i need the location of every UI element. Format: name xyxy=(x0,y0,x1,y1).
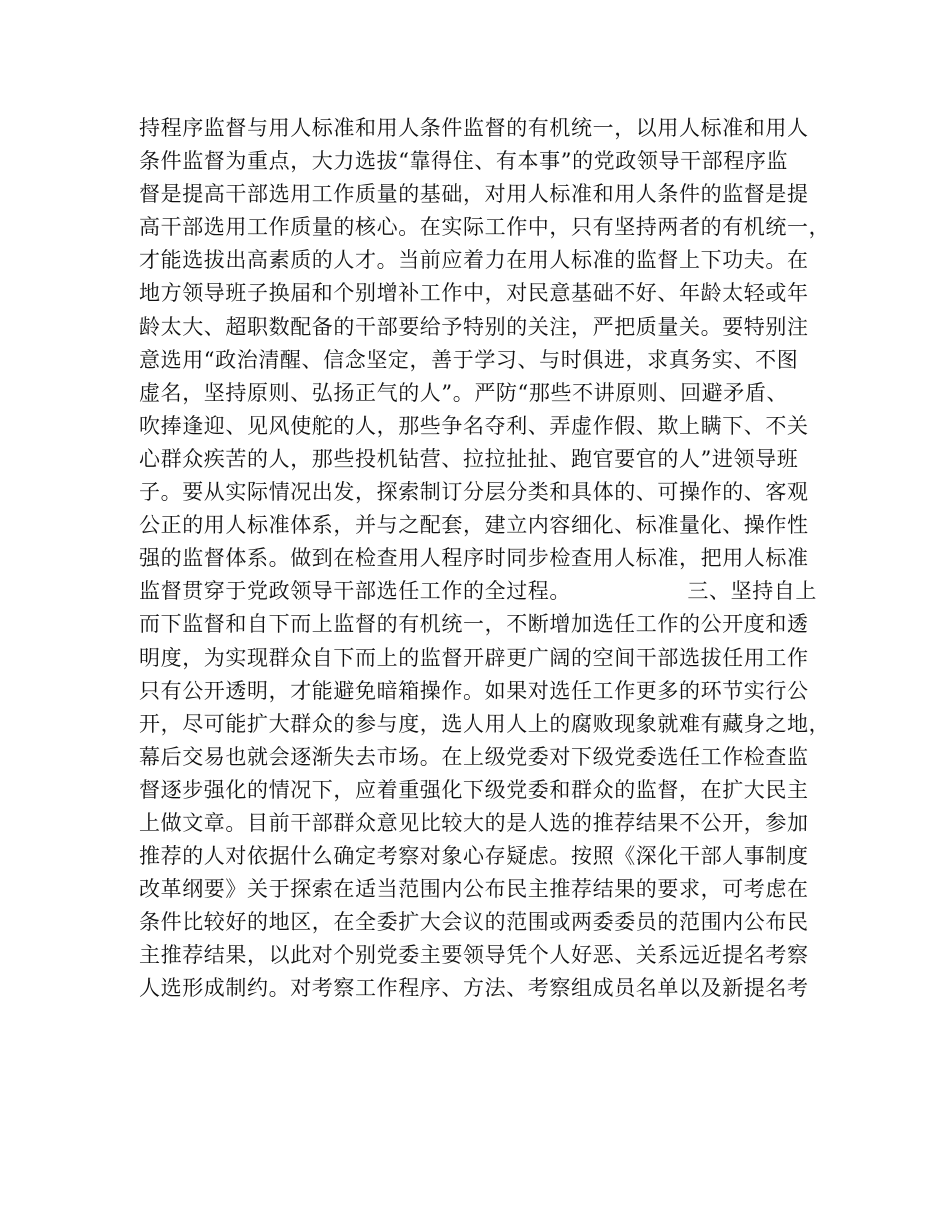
text-line: 督逐步强化的情况下，应着重强化下级党委和群众的监督，在扩大民主 xyxy=(139,777,809,802)
text-line: 明度，为实现群众自下而上的监督开辟更广阔的空间干部选拔任用工作 xyxy=(139,645,809,670)
text-line: 强的监督体系。做到在检查用人程序时同步检查用人标准，把用人标准 xyxy=(139,546,809,571)
text-line: 虚名，坚持原则、弘扬正气的人”。严防“那些不讲原则、回避矛盾、 xyxy=(139,380,789,405)
text-line: 主推荐结果，以此对个别党委主要领导凭个人好恶、关系远近提名考察 xyxy=(139,943,809,968)
text-line: 公正的用人标准体系，并与之配套，建立内容细化、标准量化、操作性 xyxy=(139,513,809,538)
text-line: 持程序监督与用人标准和用人条件监督的有机统一，以用人标准和用人 xyxy=(139,116,809,140)
text-line: 改革纲要》关于探索在适当范围内公布民主推荐结果的要求，可考虑在 xyxy=(139,877,809,902)
text-line: 吹捧逢迎、见风使舵的人，那些争名夺利、弄虚作假、欺上瞒下、不关 xyxy=(139,413,809,438)
text-line: 开，尽可能扩大群众的参与度，选人用人上的腐败现象就难有藏身之地， xyxy=(139,711,831,736)
text-line: 上做文章。目前干部群众意见比较大的是人选的推荐结果不公开，参加 xyxy=(139,810,809,835)
text-line: 督是提高干部选用工作质量的基础，对用人标准和用人条件的监督是提 xyxy=(139,182,809,207)
text-line: 龄太大、超职数配备的干部要给予特别的关注，严把质量关。要特别注 xyxy=(139,314,809,339)
text-line: 条件监督为重点，大力选拔“靠得住、有本事”的党政领导干部程序监 xyxy=(139,149,789,174)
text-line: 地方领导班子换届和个别增补工作中，对民意基础不好、年龄太轻或年 xyxy=(139,281,809,306)
text-line: 而下监督和自下而上监督的有机统一，不断增加选任工作的公开度和透 xyxy=(139,612,809,637)
text-line: 意选用“政治清醒、信念坚定，善于学习、与时俱进，求真务实、不图 xyxy=(139,347,799,372)
text-line: 只有公开透明，才能避免暗箱操作。如果对选任工作更多的环节实行公 xyxy=(139,678,809,703)
text-line: 幕后交易也就会逐渐失去市场。在上级党委对下级党委选任工作检查监 xyxy=(139,744,809,769)
text-line: 心群众疾苦的人，那些投机钻营、拉拉扯扯、跑官要官的人”进领导班 xyxy=(139,446,799,471)
text-line: 子。要从实际情况出发，探索制订分层分类和具体的、可操作的、客观 xyxy=(139,480,809,505)
text-line: 推荐的人对依据什么确定考察对象心存疑虑。按照《深化干部人事制度 xyxy=(139,844,809,869)
text-line: 条件比较好的地区，在全委扩大会议的范围或两委委员的范围内公布民 xyxy=(139,910,809,935)
text-line: 高干部选用工作质量的核心。在实际工作中，只有坚持两者的有机统一， xyxy=(139,215,831,240)
text-line: 才能选拔出高素质的人才。当前应着力在用人标准的监督上下功夫。在 xyxy=(139,248,809,273)
text-line: 监督贯穿于党政领导干部选任工作的全过程。 三、坚持自上 xyxy=(139,579,818,604)
text-line: 人选形成制约。对考察工作程序、方法、考察组成员名单以及新提名考 xyxy=(139,976,809,1001)
body-text xyxy=(139,112,829,1006)
